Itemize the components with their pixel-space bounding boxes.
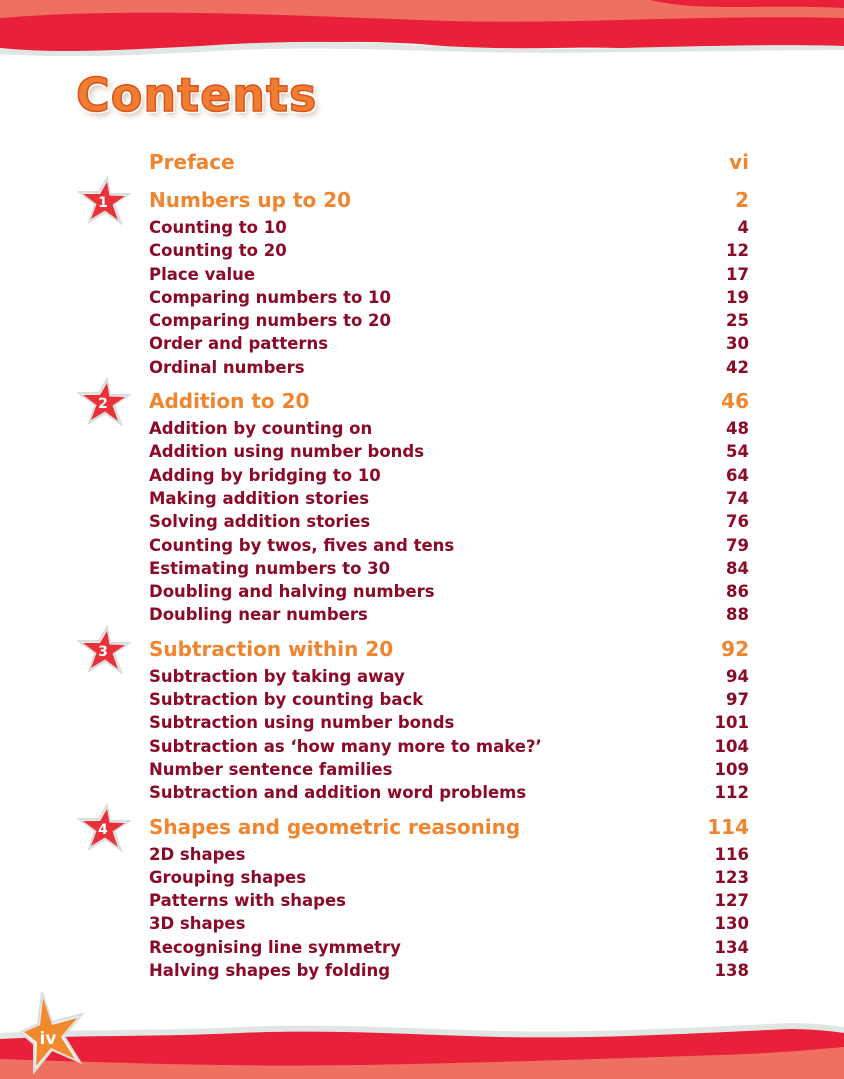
chapter-2 [98, 389, 749, 629]
toc-entry[interactable] [149, 311, 749, 334]
toc-entry-label: Recognising line symmetry [149, 937, 401, 957]
star-badge-icon [77, 803, 131, 853]
toc-entry-page: 104 [714, 736, 749, 756]
svg-text:1: 1 [98, 195, 108, 211]
toc-entry-page: 116 [714, 844, 749, 864]
chapter-page: 2 [735, 188, 749, 212]
toc-entry[interactable] [149, 288, 749, 311]
toc-entry-page: 42 [726, 357, 749, 377]
toc-entry-label: Estimating numbers to 30 [149, 558, 391, 578]
star-badge-icon [77, 625, 131, 675]
toc-entry-label: Subtraction as ‘how many more to make?’ [149, 736, 542, 756]
toc-entry-page: 97 [726, 690, 749, 710]
toc-entry-label: 2D shapes [149, 844, 246, 864]
toc-entry[interactable] [149, 512, 749, 535]
toc-entry-label: Making addition stories [149, 488, 370, 508]
toc-entry[interactable] [149, 760, 749, 783]
toc-entry[interactable] [149, 536, 749, 559]
toc-entry-page: 101 [714, 713, 749, 733]
chapter-heading[interactable] [98, 636, 749, 667]
toc-entry[interactable] [149, 868, 749, 891]
toc-entry-label: Halving shapes by folding [149, 961, 391, 981]
toc-entry-label: Subtraction using number bonds [149, 713, 455, 733]
toc-entry-page: 4 [737, 218, 749, 237]
toc-entry-label: Number sentence families [149, 759, 393, 779]
toc-entry-label: Ordinal numbers [149, 357, 305, 377]
toc-entry-page: 109 [714, 759, 749, 779]
toc-entry-page: 64 [726, 465, 749, 485]
chapter-heading[interactable] [98, 389, 749, 419]
toc-entry-page: 25 [726, 311, 749, 331]
toc-entry[interactable] [149, 489, 749, 512]
toc-entry-page: 17 [726, 264, 749, 284]
toc-entry-page: 79 [726, 535, 749, 555]
page-number: iv [39, 1029, 57, 1049]
toc-entry-page: 127 [714, 891, 749, 911]
toc-entry[interactable] [149, 605, 749, 628]
toc-entry-label: Order and patterns [149, 334, 329, 354]
toc-entry-label: Subtraction and addition word problems [149, 783, 527, 803]
toc-entry-page: 94 [726, 666, 749, 686]
toc-entry-page: 74 [726, 488, 749, 508]
toc-entry-label: Counting to 20 [149, 241, 287, 261]
toc-entry[interactable] [149, 265, 749, 288]
toc-entry-page: 84 [726, 558, 749, 578]
chapter-page: 92 [721, 636, 749, 661]
toc-entry-page: 30 [726, 334, 749, 354]
chapter-heading[interactable] [98, 188, 749, 218]
chapter-title: Addition to 20 [149, 389, 310, 414]
toc-entry-label: Counting by twos, fives and tens [149, 535, 455, 555]
toc-entry[interactable] [149, 218, 749, 241]
toc-entry-label: Subtraction by taking away [149, 666, 405, 686]
toc-entry-label: Subtraction by counting back [149, 690, 424, 710]
toc-entry-label: Doubling and halving numbers [149, 582, 435, 602]
toc-entry[interactable] [149, 783, 749, 806]
toc-entry[interactable] [149, 466, 749, 489]
toc-entry[interactable] [149, 419, 749, 442]
toc-entry-preface[interactable] [149, 150, 749, 180]
toc-entry-page: 86 [726, 582, 749, 602]
svg-text:3: 3 [98, 643, 108, 660]
toc-entry-page: 130 [714, 914, 749, 934]
star-icon [20, 992, 100, 1074]
bottom-torn-paper-band [0, 1019, 844, 1079]
toc-entry-page: 76 [726, 512, 749, 532]
star-badge-icon [77, 377, 131, 427]
toc-entry[interactable] [149, 961, 749, 984]
toc-entry-label: Preface [149, 150, 235, 174]
toc-entry-label: Counting to 10 [149, 218, 287, 237]
toc-entry[interactable] [149, 737, 749, 760]
toc-entry-page: 138 [714, 961, 749, 981]
toc-entry[interactable] [149, 690, 749, 713]
toc-entry[interactable] [149, 891, 749, 914]
toc-entry-label: Adding by bridging to 10 [149, 465, 381, 485]
toc-entry[interactable] [149, 334, 749, 357]
page-number-badge [20, 992, 100, 1074]
toc-entry[interactable] [149, 914, 749, 937]
chapter-page: 46 [721, 389, 749, 414]
table-of-contents [98, 150, 749, 984]
toc-entry[interactable] [149, 241, 749, 264]
svg-text:4: 4 [98, 821, 108, 838]
page-title: Contents [76, 68, 318, 122]
toc-entry-page: 134 [714, 937, 749, 957]
toc-entry-label: Patterns with shapes [149, 891, 347, 911]
toc-entry[interactable] [149, 845, 749, 868]
toc-entry-label: Grouping shapes [149, 867, 307, 887]
toc-entry-label: Addition by counting on [149, 419, 373, 439]
toc-entry[interactable] [149, 582, 749, 605]
chapter-title: Subtraction within 20 [149, 636, 394, 661]
toc-entry[interactable] [149, 667, 749, 690]
toc-entry[interactable] [149, 713, 749, 736]
toc-entry-page: 123 [714, 867, 749, 887]
top-torn-paper-band [0, 0, 844, 60]
toc-entry[interactable] [149, 442, 749, 465]
toc-entry-page: 112 [714, 783, 749, 803]
chapter-4 [98, 814, 749, 985]
chapter-title: Numbers up to 20 [149, 188, 352, 212]
chapter-page: 114 [707, 814, 749, 839]
star-badge-icon [77, 176, 131, 226]
toc-entry-page: 19 [726, 287, 749, 307]
toc-entry-label: Comparing numbers to 20 [149, 311, 391, 331]
toc-entry-page: 48 [726, 419, 749, 439]
toc-entry-label: 3D shapes [149, 914, 246, 934]
toc-entry[interactable] [149, 559, 749, 582]
toc-entry-label: Addition using number bonds [149, 442, 425, 462]
toc-entry-page: 54 [726, 442, 749, 462]
chapter-3 [98, 636, 749, 807]
chapter-heading[interactable] [98, 814, 749, 845]
toc-entry-label: Place value [149, 264, 256, 284]
toc-entry-page: 12 [726, 241, 749, 261]
toc-entry-page: vi [729, 150, 749, 174]
toc-entry-page: 88 [726, 605, 749, 625]
toc-entry[interactable] [149, 938, 749, 961]
chapter-1 [98, 188, 749, 381]
toc-entry[interactable] [149, 358, 749, 381]
toc-entry-label: Doubling near numbers [149, 605, 368, 625]
toc-entry-label: Solving addition stories [149, 512, 371, 532]
chapter-title: Shapes and geometric reasoning [149, 814, 521, 839]
toc-entry-label: Comparing numbers to 10 [149, 287, 391, 307]
svg-text:2: 2 [98, 396, 108, 413]
